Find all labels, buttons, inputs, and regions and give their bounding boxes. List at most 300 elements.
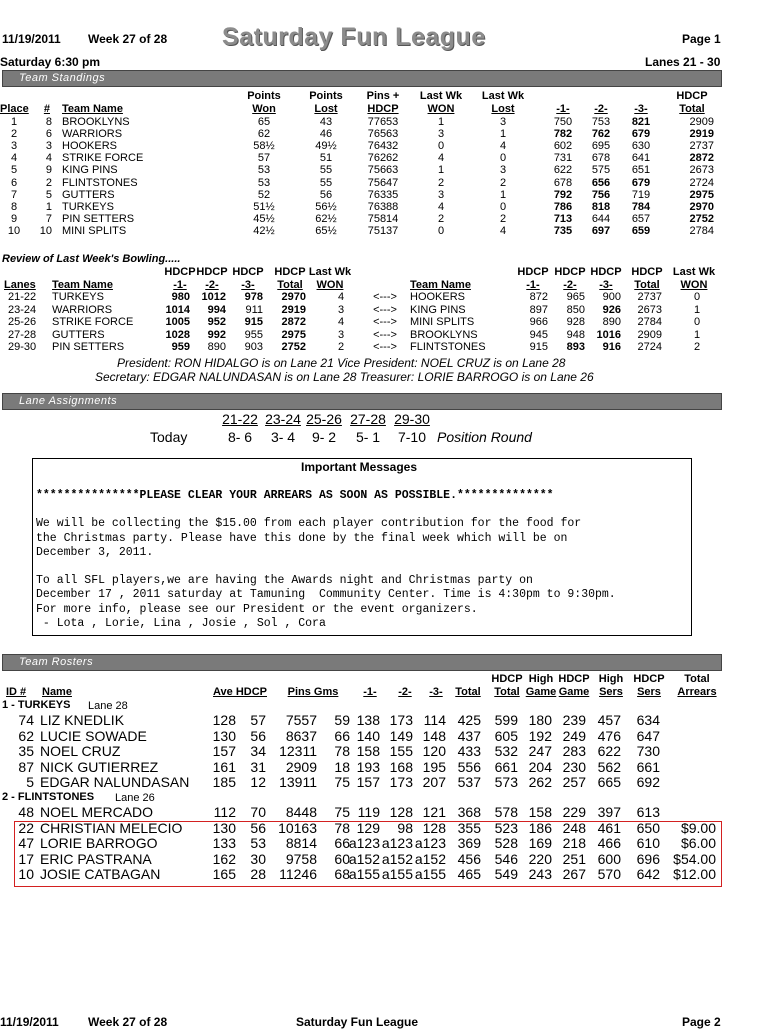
roster-cell: 57 <box>250 712 266 728</box>
standings-header: Lost <box>314 103 338 115</box>
standings-cell: 65 <box>257 116 271 128</box>
roster-cell: 186 <box>528 819 552 836</box>
roster-cell: 465 <box>457 866 481 883</box>
standings-cell: WARRIORS <box>62 128 123 141</box>
roster-cell: 528 <box>494 835 518 852</box>
position-round-note: Position Round <box>437 429 532 445</box>
standings-cell: 56 <box>319 188 333 201</box>
review-cell: 2975 <box>281 328 306 341</box>
review-header: HDCP <box>517 266 549 278</box>
standings-cell: 784 <box>631 200 651 213</box>
standings-cell: 651 <box>631 164 651 177</box>
review-header: HDCP <box>554 266 586 278</box>
roster-cell: 457 <box>597 712 621 728</box>
roster-cell: 10163 <box>278 819 317 836</box>
review-cell: 959 <box>171 341 190 354</box>
standings-cell: 644 <box>591 212 611 225</box>
standings-cell: 821 <box>631 116 651 128</box>
roster-cell: $9.00 <box>680 819 716 836</box>
roster-cell: 562 <box>597 758 621 775</box>
roster-cell: 368 <box>457 804 481 820</box>
standings-header: Team Name <box>62 103 123 115</box>
review-cell: 23-24 <box>8 303 37 316</box>
roster-cell: 610 <box>636 835 660 852</box>
standings-cell: 55 <box>319 176 333 189</box>
review-cell: 900 <box>602 291 621 303</box>
standings-cell: 2 <box>10 128 18 141</box>
review-cell: 903 <box>244 341 263 354</box>
standings-cell: 62 <box>257 128 271 141</box>
lane-pair: 29-30 <box>394 411 430 427</box>
review-header: HDCP <box>631 266 663 278</box>
roster-cell: 75 <box>334 804 350 820</box>
roster-cell: 18 <box>334 758 350 775</box>
review-header: -2- <box>563 279 577 291</box>
roster-cell: 98 <box>397 819 413 836</box>
roster-cell: 243 <box>528 866 552 883</box>
roster-cell: 78 <box>334 819 350 836</box>
roster-cell: EDGAR NALUNDASAN <box>40 774 190 791</box>
standings-cell: 0 <box>499 152 507 165</box>
roster-cell: 155 <box>389 743 413 760</box>
page-number: Page 1 <box>682 32 721 46</box>
message-line: For more info, please see our President or the event organizers. <box>36 602 478 616</box>
roster-cell: 218 <box>562 835 586 852</box>
roster-cell: 634 <box>636 712 660 728</box>
roster-header: Game <box>525 686 557 698</box>
standings-header: Points <box>247 90 281 102</box>
standings-cell: 6 <box>10 176 18 189</box>
roster-header: HDCP <box>491 673 523 685</box>
message-line: We will be collecting the $15.00 from each player contribution for the food for <box>36 517 582 531</box>
roster-cell: 249 <box>562 727 586 744</box>
standings-cell: 51½ <box>253 200 275 213</box>
roster-cell: 128 <box>389 804 413 820</box>
roster-cell: 158 <box>356 743 380 760</box>
roster-cell: 546 <box>494 850 518 867</box>
roster-cell: 161 <box>212 758 236 775</box>
standings-cell: 731 <box>553 152 573 165</box>
standings-cell: STRIKE FORCE <box>62 152 144 165</box>
standings-cell: 1 <box>10 116 18 128</box>
roster-cell: 730 <box>636 743 660 760</box>
arrears-highlight-box <box>14 821 722 887</box>
roster-cell: 48 <box>18 804 34 820</box>
standings-header: Pins + <box>366 90 400 102</box>
roster-cell: 121 <box>422 804 446 820</box>
review-vs-arrow: <---> <box>373 291 397 303</box>
roster-cell: 56 <box>250 727 266 744</box>
review-cell: 2970 <box>281 291 306 303</box>
roster-cell: 148 <box>422 727 446 744</box>
review-header: Lanes <box>4 279 36 291</box>
standings-cell: 818 <box>591 200 611 213</box>
standings-cell: 0 <box>437 224 445 237</box>
standings-cell: 2970 <box>689 200 714 213</box>
review-cell: MINI SPLITS <box>410 316 475 329</box>
review-cell: 994 <box>207 303 226 316</box>
standings-cell: 2784 <box>689 224 714 237</box>
standings-cell: 3 <box>10 140 18 153</box>
roster-header: Total <box>684 673 710 685</box>
roster-cell: 74 <box>18 712 34 728</box>
roster-cell: 53 <box>250 835 266 852</box>
review-cell: HOOKERS <box>410 291 466 303</box>
footer-title: Saturday Fun League <box>296 1015 419 1029</box>
roster-cell: 140 <box>356 727 380 744</box>
roster-cell: 70 <box>250 804 266 820</box>
roster-cell: 578 <box>494 804 518 820</box>
review-cell: 872 <box>529 291 548 303</box>
standings-cell: MINI SPLITS <box>62 224 127 237</box>
roster-cell: a155 <box>414 866 446 883</box>
review-header: WON <box>316 279 344 291</box>
league-title: Saturday Fun League <box>222 23 486 51</box>
section-bar-lanes <box>2 393 722 410</box>
standings-cell: 3 <box>437 128 445 141</box>
standings-cell: 656 <box>591 176 611 189</box>
roster-cell: 165 <box>212 866 236 883</box>
lane-pair: 25-26 <box>306 411 342 427</box>
review-cell: 25-26 <box>8 316 37 329</box>
standings-cell: 719 <box>631 188 651 201</box>
footer-page: Page 2 <box>682 1015 721 1029</box>
roster-cell: 661 <box>636 758 660 775</box>
review-header: -1- <box>173 279 187 291</box>
roster-cell: 257 <box>562 774 586 791</box>
review-cell: 966 <box>529 316 548 329</box>
review-cell: 890 <box>207 341 226 354</box>
session-time: Saturday 6:30 pm <box>0 55 101 69</box>
roster-cell: 247 <box>528 743 552 760</box>
standings-header: -3- <box>634 103 648 115</box>
standings-header: Lost <box>491 103 515 115</box>
roster-cell: 34 <box>250 743 266 760</box>
section-title-lanes: Lane Assignments <box>19 395 118 407</box>
roster-cell: 66 <box>334 727 350 744</box>
standings-cell: 55 <box>319 164 333 177</box>
standings-cell: 678 <box>591 152 611 165</box>
review-cell: 915 <box>244 316 263 329</box>
review-cell: 890 <box>602 316 621 329</box>
review-cell: 2784 <box>637 316 662 329</box>
roster-cell: 207 <box>422 774 446 791</box>
roster-header: -3- <box>429 686 443 698</box>
lane-matchup: 3- 4 <box>270 429 296 445</box>
standings-cell: 75663 <box>367 164 399 177</box>
roster-cell: 180 <box>528 712 552 728</box>
roster-cell: 114 <box>423 712 446 728</box>
report-date: 11/19/2011 <box>2 32 61 46</box>
review-cell: 4 <box>337 291 345 303</box>
roster-cell: 130 <box>212 727 236 744</box>
roster-cell: 7557 <box>285 712 317 728</box>
lane-matchup: 9- 2 <box>311 429 337 445</box>
review-title: Review of Last Week's Bowling..... <box>2 253 181 265</box>
standings-header: HDCP <box>367 103 399 115</box>
review-header: Last Wk <box>308 266 352 278</box>
roster-cell: 456 <box>457 850 481 867</box>
roster-cell: $54.00 <box>673 850 716 867</box>
standings-cell: 1 <box>437 116 445 128</box>
footer-week: Week 27 of 28 <box>88 1015 168 1029</box>
roster-cell: 437 <box>457 727 481 744</box>
roster-cell: 60 <box>334 850 350 867</box>
standings-cell: 62½ <box>315 212 337 225</box>
standings-cell: 56½ <box>315 200 337 213</box>
roster-cell: 369 <box>457 835 481 852</box>
review-cell: 2909 <box>637 328 662 341</box>
standings-cell: 7 <box>10 188 18 201</box>
standings-cell: 42½ <box>253 224 275 237</box>
roster-cell: 570 <box>597 866 621 883</box>
standings-cell: 657 <box>631 212 651 225</box>
standings-cell: 697 <box>591 224 611 237</box>
message-line: To all SFL players,we are having the Awards night and Christmas party on <box>36 574 533 588</box>
roster-cell: a152 <box>348 850 380 867</box>
roster-cell: 9758 <box>285 850 317 867</box>
standings-cell: 1 <box>499 188 507 201</box>
message-line <box>36 503 616 517</box>
roster-header: Sers <box>599 686 623 698</box>
message-line <box>36 560 616 574</box>
roster-cell: a123 <box>348 835 380 852</box>
review-vs-arrow: <---> <box>373 328 397 341</box>
standings-cell: 695 <box>591 140 611 153</box>
message-line: December 3, 2011. <box>36 545 154 559</box>
standings-cell: 641 <box>631 152 651 165</box>
standings-cell: 7 <box>45 212 52 225</box>
roster-cell: 35 <box>18 743 34 760</box>
review-cell: 897 <box>529 303 548 316</box>
roster-cell: LIZ KNEDLIK <box>40 712 125 728</box>
review-cell: GUTTERS <box>52 328 105 341</box>
standings-cell: 10 <box>7 224 21 237</box>
roster-cell: a155 <box>381 866 413 883</box>
roster-cell: 130 <box>212 819 236 836</box>
standings-cell: 2872 <box>689 152 714 165</box>
review-cell: PIN SETTERS <box>52 341 125 354</box>
review-header: HDCP <box>196 266 228 278</box>
roster-header: Game <box>558 686 590 698</box>
roster-cell: 59 <box>334 712 350 728</box>
roster-cell: a123 <box>414 835 446 852</box>
standings-cell: 4 <box>437 200 445 213</box>
standings-cell: 51 <box>319 152 333 165</box>
standings-cell: 65½ <box>315 224 337 237</box>
roster-cell: 157 <box>212 743 236 760</box>
roster-cell: 11246 <box>279 866 317 883</box>
roster-cell: 665 <box>597 774 621 791</box>
roster-cell: 573 <box>494 774 518 791</box>
section-title-rosters: Team Rosters <box>19 656 94 668</box>
review-cell: TURKEYS <box>52 291 104 303</box>
standings-cell: 792 <box>553 188 573 201</box>
standings-cell: 75137 <box>367 224 399 237</box>
roster-cell: ERIC PASTRANA <box>40 850 152 867</box>
review-cell: 928 <box>566 316 585 329</box>
roster-cell: 173 <box>389 712 413 728</box>
roster-cell: 28 <box>250 866 266 883</box>
standings-header: Total <box>679 103 705 115</box>
roster-cell: 185 <box>212 774 236 791</box>
officers-line-2: Secretary: EDGAR NALUNDASAN is on Lane 28 Treasurer: LORIE BARROGO is on Lane 26 <box>95 370 594 384</box>
roster-cell: CHRISTIAN MELECIO <box>40 819 183 836</box>
roster-cell: 120 <box>422 743 446 760</box>
report-week: Week 27 of 28 <box>88 32 168 46</box>
review-header: HDCP <box>590 266 622 278</box>
roster-cell: 68 <box>334 866 350 883</box>
roster-cell: 12311 <box>279 743 317 760</box>
roster-cell: 220 <box>528 850 552 867</box>
roster-cell: 5 <box>26 774 34 791</box>
roster-cell: LORIE BARROGO <box>40 835 158 852</box>
standings-cell: 678 <box>553 176 573 189</box>
roster-cell: 133 <box>212 835 236 852</box>
review-cell: 955 <box>244 328 263 341</box>
roster-cell: 31 <box>250 758 266 775</box>
roster-cell: 248 <box>562 819 586 836</box>
standings-cell: 53 <box>257 164 271 177</box>
standings-cell: 46 <box>319 128 333 141</box>
standings-cell: 77653 <box>367 116 399 128</box>
review-header: HDCP <box>232 266 264 278</box>
standings-header: -1- <box>556 103 570 115</box>
roster-cell: $12.00 <box>673 866 716 883</box>
roster-cell: 642 <box>636 866 660 883</box>
standings-cell: HOOKERS <box>62 140 118 153</box>
roster-cell: a152 <box>381 850 413 867</box>
roster-header: Total <box>455 686 481 698</box>
review-cell: 2 <box>693 341 701 354</box>
standings-cell: 2 <box>499 212 507 225</box>
roster-cell: 556 <box>457 758 481 775</box>
standings-cell: 5 <box>45 188 52 201</box>
roster-cell: 466 <box>597 835 621 852</box>
footer-date: 11/19/2011 <box>0 1015 59 1029</box>
standings-header: Last Wk <box>481 90 525 102</box>
standings-cell: 0 <box>437 140 445 153</box>
standings-cell: 58½ <box>253 140 275 153</box>
roster-cell: 647 <box>636 727 660 744</box>
standings-cell: PIN SETTERS <box>62 212 135 225</box>
review-cell: 2919 <box>281 303 306 316</box>
review-cell: FLINTSTONES <box>410 341 486 354</box>
roster-cell: 128 <box>422 819 446 836</box>
review-cell: 1016 <box>596 328 621 341</box>
roster-cell: 532 <box>494 743 518 760</box>
standings-cell: 76335 <box>367 188 399 201</box>
standings-cell: 43 <box>319 116 333 128</box>
standings-cell: 2975 <box>689 188 714 201</box>
review-header: Total <box>634 279 660 291</box>
roster-cell: 204 <box>528 758 552 775</box>
standings-cell: 2752 <box>689 212 714 225</box>
standings-cell: 4 <box>499 224 507 237</box>
roster-cell: 22 <box>18 819 34 836</box>
roster-cell: 47 <box>18 835 34 852</box>
message-line: ***************PLEASE CLEAR YOUR ARREARS AS SOON AS POSSIBLE.************** <box>36 489 554 502</box>
message-line: December 17 , 2011 saturday at Tamuning Community Center. Time is 4:30pm to 9:30pm. <box>36 588 616 602</box>
review-cell: 1005 <box>165 316 190 329</box>
roster-cell: a152 <box>414 850 446 867</box>
review-cell: 2752 <box>281 341 306 354</box>
today-label: Today <box>150 429 188 445</box>
standings-cell: 713 <box>553 212 573 225</box>
roster-cell: 30 <box>250 850 266 867</box>
roster-cell: 267 <box>562 866 586 883</box>
roster-cell: 169 <box>528 835 552 852</box>
roster-cell: 599 <box>494 712 518 728</box>
standings-cell: 0 <box>499 200 507 213</box>
standings-cell: 76563 <box>367 128 399 141</box>
standings-cell: 6 <box>45 128 52 141</box>
review-header: -2- <box>205 279 219 291</box>
roster-cell: 523 <box>494 819 518 836</box>
standings-header: Last Wk <box>419 90 463 102</box>
roster-cell: 549 <box>494 866 518 883</box>
roster-cell: 119 <box>357 804 380 820</box>
messages-title: Important Messages <box>301 460 418 474</box>
standings-cell: 2 <box>45 176 52 189</box>
roster-cell: a155 <box>348 866 380 883</box>
lane-matchup: 5- 1 <box>355 429 381 445</box>
standings-cell: 45½ <box>253 212 275 225</box>
roster-cell: a123 <box>381 835 413 852</box>
roster-cell: 66 <box>334 835 350 852</box>
standings-cell: 9 <box>45 164 52 177</box>
standings-cell: 2673 <box>689 164 714 177</box>
roster-cell: 355 <box>457 819 481 836</box>
standings-cell: 602 <box>553 140 573 153</box>
review-cell: 2673 <box>637 303 662 316</box>
roster-cell: LUCIE SOWADE <box>40 727 147 744</box>
standings-cell: 10 <box>39 224 52 237</box>
standings-cell: 3 <box>499 116 507 128</box>
standings-cell: 76432 <box>367 140 399 153</box>
review-cell: 926 <box>602 303 621 316</box>
standings-header: # <box>43 103 50 115</box>
standings-cell: 8 <box>45 116 52 128</box>
roster-header: Total <box>494 686 520 698</box>
roster-cell: 696 <box>636 850 660 867</box>
standings-cell: 753 <box>591 116 611 128</box>
standings-header: Points <box>309 90 343 102</box>
section-bar-rosters <box>2 654 722 671</box>
roster-cell: 650 <box>636 819 660 836</box>
roster-cell: 158 <box>528 804 552 820</box>
review-cell: 850 <box>566 303 585 316</box>
review-cell: 992 <box>207 328 226 341</box>
roster-header: ID # <box>6 686 27 698</box>
standings-header: Place <box>0 103 29 115</box>
standings-cell: 4 <box>499 140 507 153</box>
standings-header: HDCP <box>676 90 708 102</box>
standings-cell: 3 <box>499 164 507 177</box>
roster-cell: 600 <box>597 850 621 867</box>
standings-cell: 2 <box>499 176 507 189</box>
roster-cell: 87 <box>18 758 34 775</box>
standings-cell: 1 <box>499 128 507 141</box>
roster-cell: 461 <box>597 819 621 836</box>
standings-header: -2- <box>594 103 608 115</box>
roster-header: Ave HDCP <box>213 686 267 698</box>
roster-header: Name <box>42 686 72 698</box>
standings-cell: 575 <box>591 164 611 177</box>
roster-cell: 75 <box>334 774 350 791</box>
review-cell: 980 <box>171 291 190 303</box>
review-cell: 3 <box>337 328 345 341</box>
